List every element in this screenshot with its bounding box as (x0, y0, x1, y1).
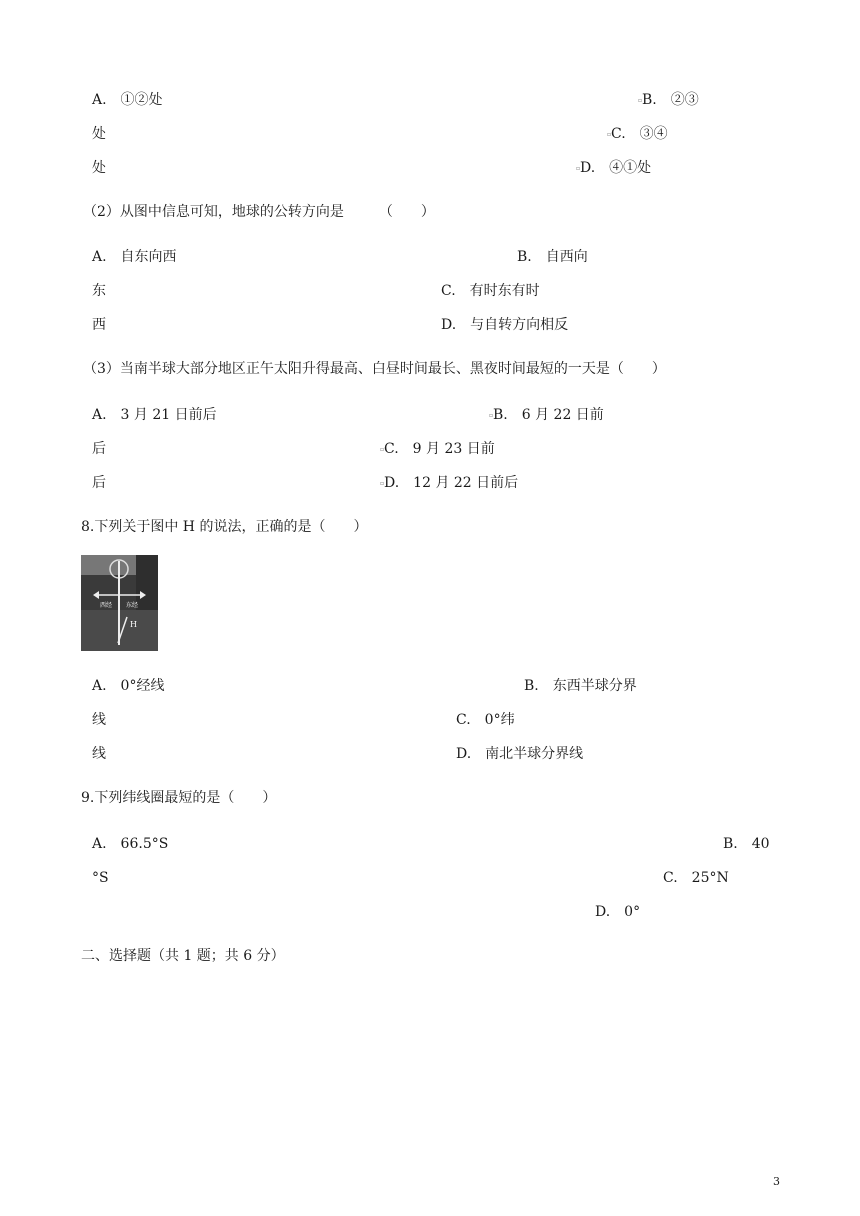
q7-1-option-b: B. ②③ (642, 92, 699, 108)
q7-3-option-b: B. 6 月 22 日前 (493, 407, 604, 423)
q7-3-option-a: A. 3 月 21 日前后 (92, 407, 217, 423)
q7-1-option-b-wrap: 处 (92, 126, 106, 142)
q7-2-option-d: D. 与自转方向相反 (441, 317, 569, 333)
q7-2-question: （2）从图中信息可知，地球的公转方向是 （ ） (83, 204, 435, 220)
q7-3-option-c: C. 9 月 23 日前 (384, 441, 495, 457)
q8-option-b-wrap: 线 (92, 712, 106, 728)
q8-option-c-wrap: 线 (92, 746, 106, 762)
q8-option-c: C. 0°纬 (456, 712, 515, 728)
page-number: 3 (773, 1175, 780, 1188)
meridian-photo-graphic (81, 555, 158, 651)
q8-option-b: B. 东西半球分界 (524, 678, 637, 694)
q7-1-option-c: C. ③④ (611, 126, 668, 142)
marker: ▫ (380, 446, 385, 453)
marker: ▫ (638, 97, 643, 104)
q7-2-option-a: A. 自东向西 (92, 249, 177, 265)
q7-1-option-c-wrap: 处 (92, 160, 106, 176)
q9-option-b-wrap: °S (92, 870, 109, 886)
marker: ▫ (489, 412, 494, 419)
q7-1-option-d: D. ④①处 (580, 160, 652, 176)
section-heading: 二、选择题（共 1 题；共 6 分） (81, 948, 285, 964)
q7-3-option-b-wrap: 后 (92, 441, 106, 457)
q9-question: 9.下列纬线圈最短的是（ ） (81, 790, 277, 806)
q8-option-a: A. 0°经线 (92, 678, 165, 694)
sign-left-label: 西经 (99, 602, 113, 609)
q7-1-option-a: A. ①②处 (92, 92, 163, 108)
q7-2-option-b-wrap: 东 (92, 283, 106, 299)
q7-2-option-c: C. 有时东有时 (441, 283, 540, 299)
q7-2-option-b: B. 自西向 (517, 249, 588, 265)
marker: ▫ (380, 480, 385, 487)
q9-option-b: B. 40 (723, 836, 770, 852)
marker: ▫ (607, 131, 612, 138)
q9-option-a: A. 66.5°S (92, 836, 169, 852)
marker: ▫ (576, 165, 581, 172)
sign-right-label: 东经 (125, 602, 139, 609)
q8-question: 8.下列关于图中 H 的说法，正确的是（ ） (81, 519, 368, 535)
q7-2-option-c-wrap: 西 (92, 317, 106, 333)
letter-h-label: H (130, 620, 137, 629)
meridian-marker-photo (81, 555, 158, 651)
q7-3-option-d: D. 12 月 22 日前后 (384, 475, 519, 491)
q8-option-d: D. 南北半球分界线 (456, 746, 584, 762)
q9-option-c: C. 25°N (663, 870, 729, 886)
q9-option-d: D. 0° (595, 904, 641, 920)
q7-3-option-c-wrap: 后 (92, 475, 106, 491)
q7-3-question: （3）当南半球大部分地区正午太阳升得最高、白昼时间最长、黑夜时间最短的一天是（ ） (83, 361, 666, 377)
